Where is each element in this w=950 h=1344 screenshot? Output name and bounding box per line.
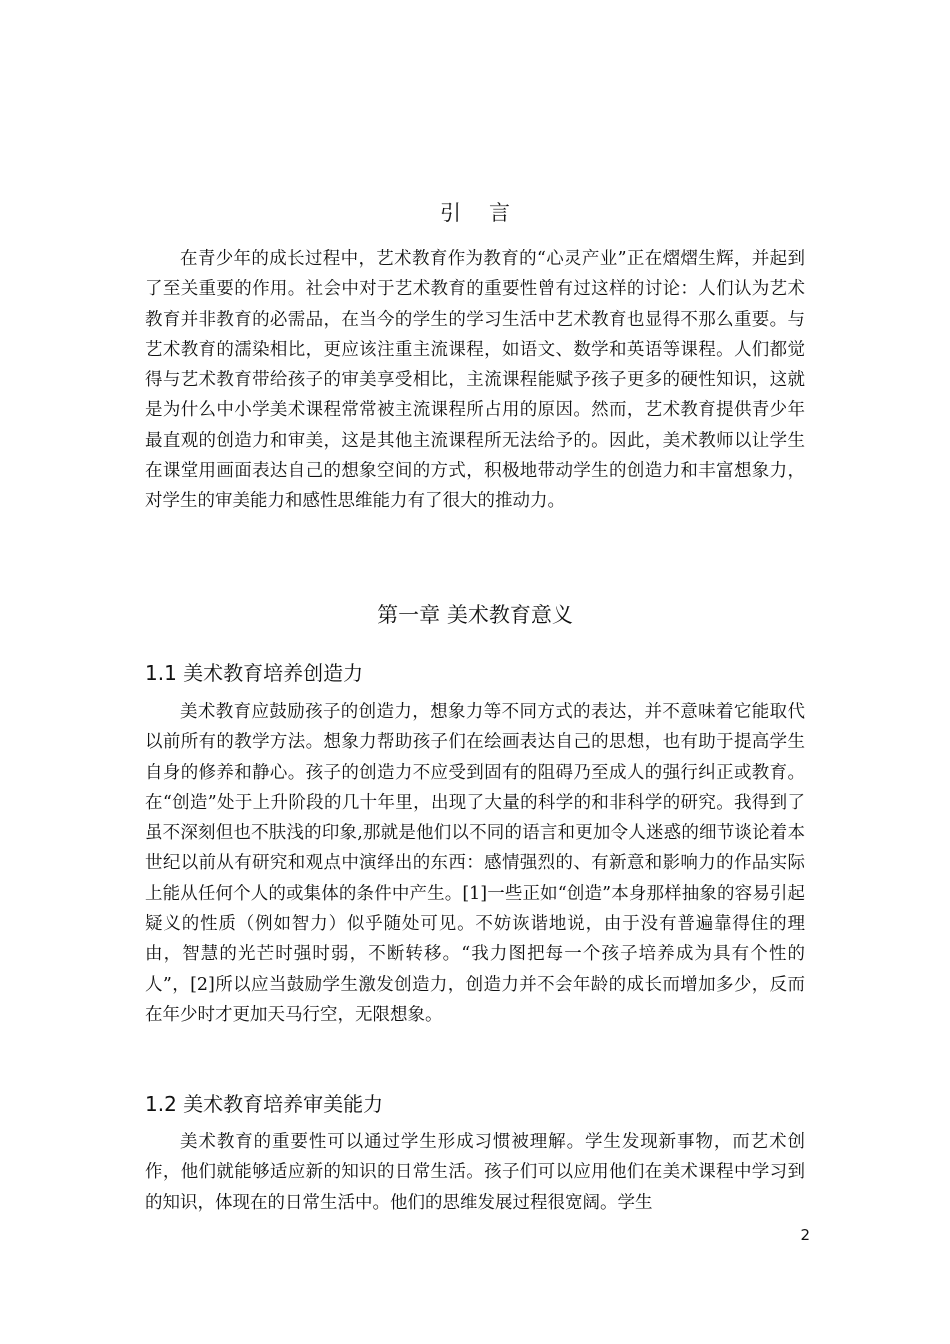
page-number: 2 xyxy=(800,1226,810,1244)
section-1-2-title: 1.2 美术教育培养审美能力 xyxy=(145,1092,384,1116)
introduction-heading: 引言 xyxy=(440,201,538,225)
section-1-1-paragraph: 美术教育应鼓励孩子的创造力，想象力等不同方式的表达，并不意味着它能取代以前所有的教学方法。想象力帮助孩子们在绘画表达自己的思想，也有助于提高学生自身的修养和静心。孩子的创造力不应受到固有的阻碍乃至成人的强行纠正或教育。在“创造”处于上升阶段的几十年里，出现了大量的科学的和非科学的研究。我得到了虽不深刻但也不肤浅的印象,那就是他们以不同的语言和更加令人迷惑的细节谈论着本世纪以前从有研究和观点中演绎出的东西：感情强烈的、有新意和影响力的作品实际上能从任何个人的或集体的条件中产生。[1]一些正如“创造”本身那样抽象的容易引起疑义的性质（例如智力）似乎随处可见。不妨诙谐地说，由于没有普遍靠得住的理由，智慧的光芒时强时弱，不断转移。“我力图把每一个孩子培养成为具有个性的人”，[2]所以应当鼓励学生激发创造力，创造力并不会年龄的成长而增加多少，反而在年少时才更加天马行空，无限想象。 xyxy=(145,702,805,1025)
chapter-title: 第一章 美术教育意义 xyxy=(377,603,573,627)
section-1-2-paragraph: 美术教育的重要性可以通过学生形成习惯被理解。学生发现新事物，而艺术创作，他们就能够适应新的知识的日常生活。孩子们可以应用他们在美术课程中学习到的知识，体现在的日常生活中。他们的思维发展过程很宽阔。学生 xyxy=(145,1132,805,1213)
introduction-paragraph: 在青少年的成长过程中，艺术教育作为教育的“心灵产业”正在熠熠生辉，并起到了至关重要的作用。社会中对于艺术教育的重要性曾有过这样的讨论：人们认为艺术教育并非教育的必需品，在当今的学生的学习生活中艺术教育也显得不那么重要。与艺术教育的濡染相比，更应该注重主流课程，如语文、数学和英语等课程。人们都觉得与艺术教育带给孩子的审美享受相比，主流课程能赋予孩子更多的硬性知识，这就是为什么中小学美术课程常常被主流课程所占用的原因。然而，艺术教育提供青少年最直观的创造力和审美，这是其他主流课程所无法给予的。因此，美术教师以让学生在课堂用画面表达自己的想象空间的方式，积极地带动学生的创造力和丰富想象力，对学生的审美能力和感性思维能力有了很大的推动力。 xyxy=(145,249,805,512)
section-1-1-title: 1.1 美术教育培养创造力 xyxy=(145,661,364,685)
